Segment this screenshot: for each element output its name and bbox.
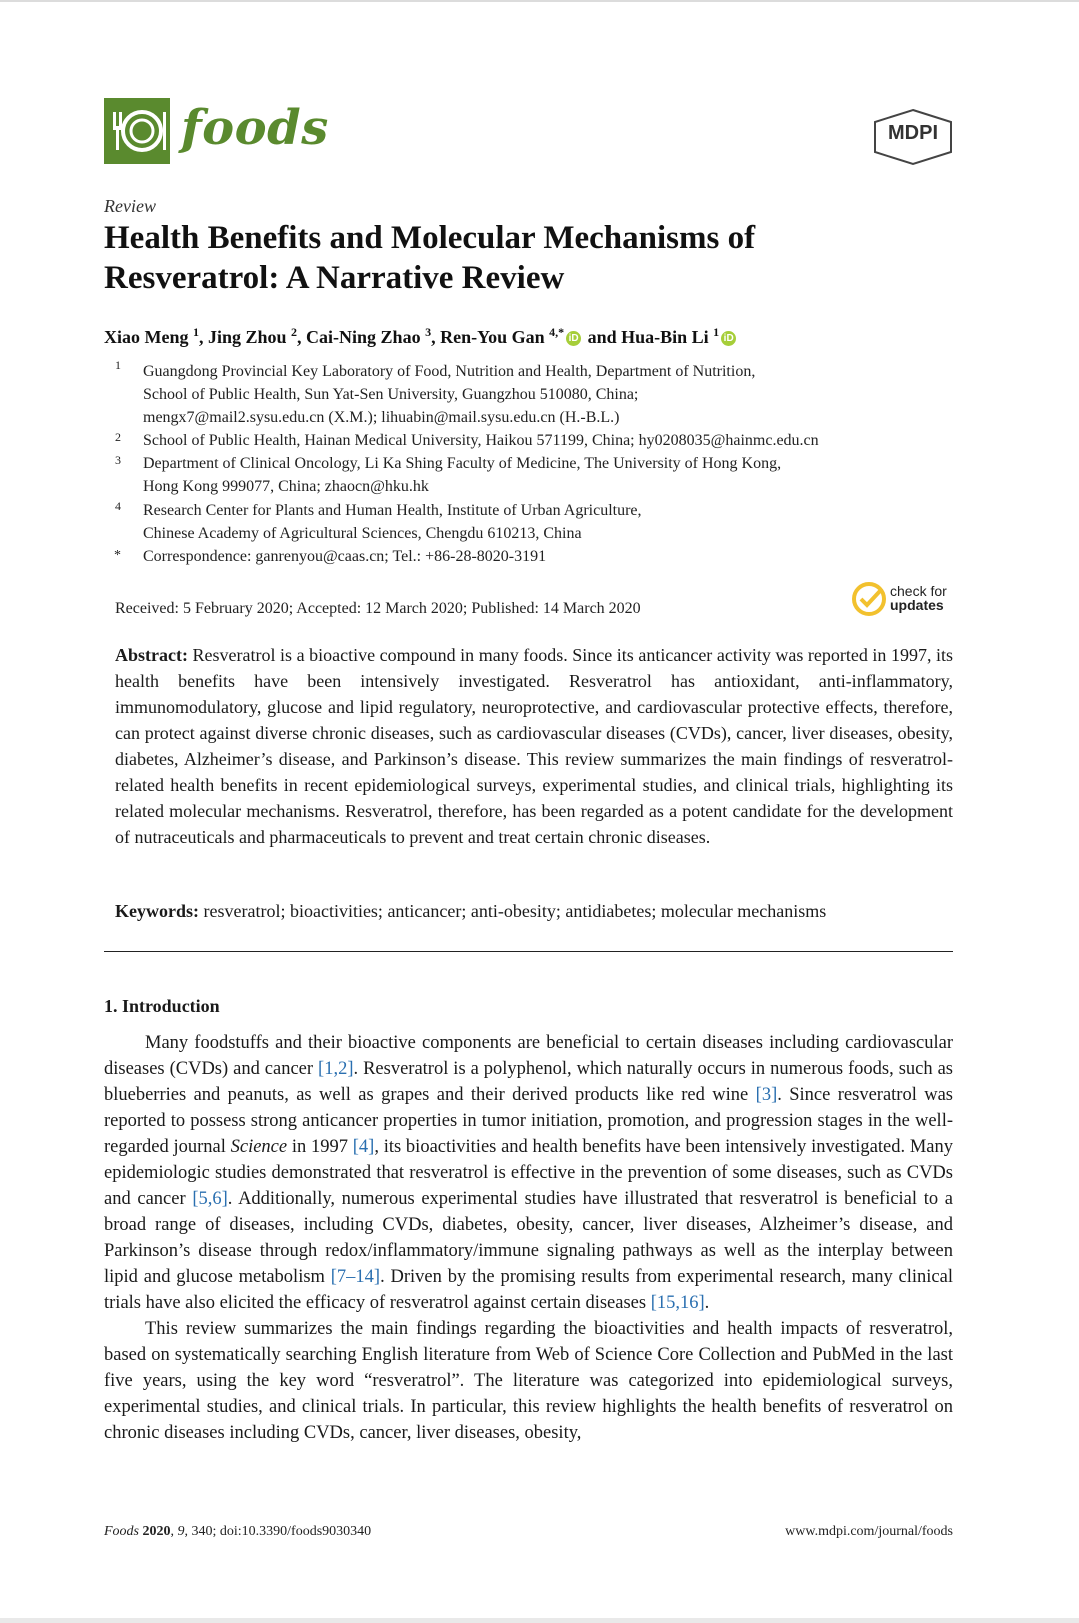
author-name[interactable]: Jing Zhou <box>208 327 287 347</box>
paragraph-text: . Since resveratrol was reported to possess strong anticancer properties in tumor initiation, promotion, and progression stages in the well-regarded journal <box>104 1085 954 1157</box>
title-line-2: Resveratrol: A Narrative Review <box>104 260 565 296</box>
paragraph-2: This review summarizes the main findings regarding the bioactivities and health impacts of resveratrol, based on systematically searching English literature from Web of Science Core Collection and PubMed in the last five years, using the key word “resveratrol”. The literature was categorized into epidemiological surveys, experimental studies, and clinical trials. In particular, this review highlights the health benefits of resveratrol on chronic diseases including CVDs, cancer, liver diseases, obesity, <box>104 1319 953 1443</box>
correspondence: Correspondence: ganrenyou@caas.cn; Tel.: +86-28-8020-3191 <box>143 548 547 565</box>
author-affil: 4,* <box>549 325 565 339</box>
section-divider <box>104 951 953 952</box>
author-affil: 1 <box>193 325 199 339</box>
citation-link[interactable]: [5,6] <box>192 1189 228 1209</box>
mdpi-logo-text: MDPI <box>888 122 938 144</box>
abstract-label: Abstract: <box>115 645 188 665</box>
paragraph-text: in 1997 <box>287 1137 353 1157</box>
affiliation-1: Guangdong Provincial Key Laboratory of Food, Nutrition and Health, Department of Nutrition, School of Public Health, Sun Yat-Sen University, Guangzhou 510080, China; mengx7@mail2.sysu.edu.cn (X.M.); lihuabin@mail.sysu.edu.cn (H.-B.L.) <box>143 363 756 426</box>
keywords <box>115 898 953 924</box>
check-updates-icon[interactable] <box>852 582 886 616</box>
footer-journal: Foods <box>104 1524 139 1539</box>
paragraph-text: , its bioactivities and health benefits have been intensively investigated. Many epidemiologic studies demonstrated that resveratrol is effective in the prevention of some diseases, such as CVDs and cancer <box>104 1137 954 1209</box>
affiliation-number: 1 <box>115 358 121 372</box>
journal-name: foods <box>181 100 329 156</box>
orcid-icon[interactable]: iD <box>566 331 581 346</box>
abstract <box>115 642 953 850</box>
foods-logo-icon <box>104 98 170 164</box>
citation-link[interactable]: [3] <box>755 1085 778 1105</box>
paragraph-1 <box>104 1030 953 1316</box>
paragraph-text: . Resveratrol is a polyphenol, which naturally occurs in numerous foods, such as blueberries and peanuts, as well as grapes and their derived products like red wine <box>104 1059 954 1105</box>
footer-year: 2020 <box>142 1524 171 1539</box>
author-list: Xiao Meng $^1$, Jing Zhou $^2$, Cai-Ning Zhao $^3$, Ren-You Gan $^{4,*}$ iD and Hua-Bin Li $^1$ iD <box>104 325 738 348</box>
check-updates-link[interactable]: check for updates <box>890 583 947 613</box>
author-name[interactable]: Xiao Meng <box>104 327 189 347</box>
citation-link[interactable]: [7–14] <box>330 1267 381 1287</box>
footer-volume: 9 <box>177 1524 185 1539</box>
keywords-text: resveratrol; bioactivities; anticancer; anti-obesity; antidiabetes; molecular mechanisms <box>203 901 827 921</box>
paragraph-text: . Driven by the promising results from experimental research, many clinical trials have also elicited the efficacy of resveratrol against certain diseases <box>104 1267 953 1313</box>
abstract-text: Resveratrol is a bioactive compound in many foods. Since its anticancer activity was reported in 1997, its health benefits have been intensively investigated. Resveratrol has antioxidant, anti-inflammatory, immunomodulatory, glucose and lipid regulatory, neuroprotective, and cardiovascular protective effects, therefore, can protect against diverse chronic diseases, such as cardiovascular diseases (CVDs), cancer, liver diseases, obesity, diabetes, Alzheimer’s disease, and Parkinson’s disease. This review summarizes the main findings of resveratrol-related health benefits in recent epidemiological surveys, experimental studies, and clinical trials, highlighting its related molecular mechanisms. Resveratrol, therefore, has been regarded as a potent candidate for the development of nutraceuticals and pharmaceuticals to prevent and treat certain chronic diseases. <box>115 645 953 847</box>
affiliation-3: Department of Clinical Oncology, Li Ka Shing Faculty of Medicine, The University of Hong Kong, Hong Kong 999077, China; zhaocn@hku.hk <box>143 455 782 495</box>
title-line-1: Health Benefits and Molecular Mechanisms of <box>104 220 756 256</box>
orcid-icon[interactable]: iD <box>721 331 736 346</box>
footer-doi[interactable]: , 340; doi:10.3390/foods9030340 <box>184 1524 372 1539</box>
citation-link[interactable]: [4] <box>352 1137 375 1157</box>
paragraph-text: . Additionally, numerous experimental studies have illustrated that resveratrol is beneficial to a broad range of diseases, including CVDs, diabetes, obesity, cancer, liver diseases, Alzheimer’s disease, and Parkinson’s disease through redox/inflammatory/immune signaling pathways as well as the interplay between lipid and glucose metabolism <box>104 1189 953 1287</box>
author-name[interactable]: Cai-Ning Zhao <box>306 327 421 347</box>
article-title <box>104 218 864 298</box>
affiliation-number: 3 <box>115 453 121 467</box>
affiliation-number: 4 <box>115 499 121 513</box>
italic-text: Science <box>230 1137 288 1157</box>
paragraph-text: . <box>704 1293 710 1313</box>
section-heading: 1. Introduction <box>104 996 220 1016</box>
publication-dates: Received: 5 February 2020; Accepted: 12 March 2020; Published: 14 March 2020 <box>115 600 641 617</box>
paragraph-text: Many foodstuffs and their bioactive components are beneficial to certain diseases including cardiovascular diseases (CVDs) and cancer <box>104 1033 953 1079</box>
introduction-body <box>104 1030 953 1446</box>
author-affil: 3 <box>425 325 432 339</box>
citation-link[interactable]: [15,16] <box>650 1293 705 1313</box>
keywords-label: Keywords: <box>115 901 199 921</box>
author-name[interactable]: Ren-You Gan <box>440 327 545 347</box>
author-name[interactable]: Hua-Bin Li <box>621 327 709 347</box>
author-affil: 2 <box>291 325 298 339</box>
correspondence-mark: * <box>114 548 121 563</box>
citation-link[interactable]: [1,2] <box>318 1059 354 1079</box>
affiliation-4: Research Center for Plants and Human Health, Institute of Urban Agriculture, Chinese Academy of Agricultural Sciences, Chengdu 610213, China <box>143 502 642 542</box>
article-type: Review <box>104 196 156 216</box>
author-affil: 1 <box>713 325 720 339</box>
affiliation-number: 2 <box>115 430 121 444</box>
footer-url[interactable]: www.mdpi.com/journal/foods <box>785 1524 953 1539</box>
affiliation-2: School of Public Health, Hainan Medical University, Haikou 571199, China; hy0208035@hainmc.edu.cn <box>143 432 819 449</box>
footer-citation: Foods 2020, 9, 340; doi:10.3390/foods9030340 <box>104 1524 372 1539</box>
